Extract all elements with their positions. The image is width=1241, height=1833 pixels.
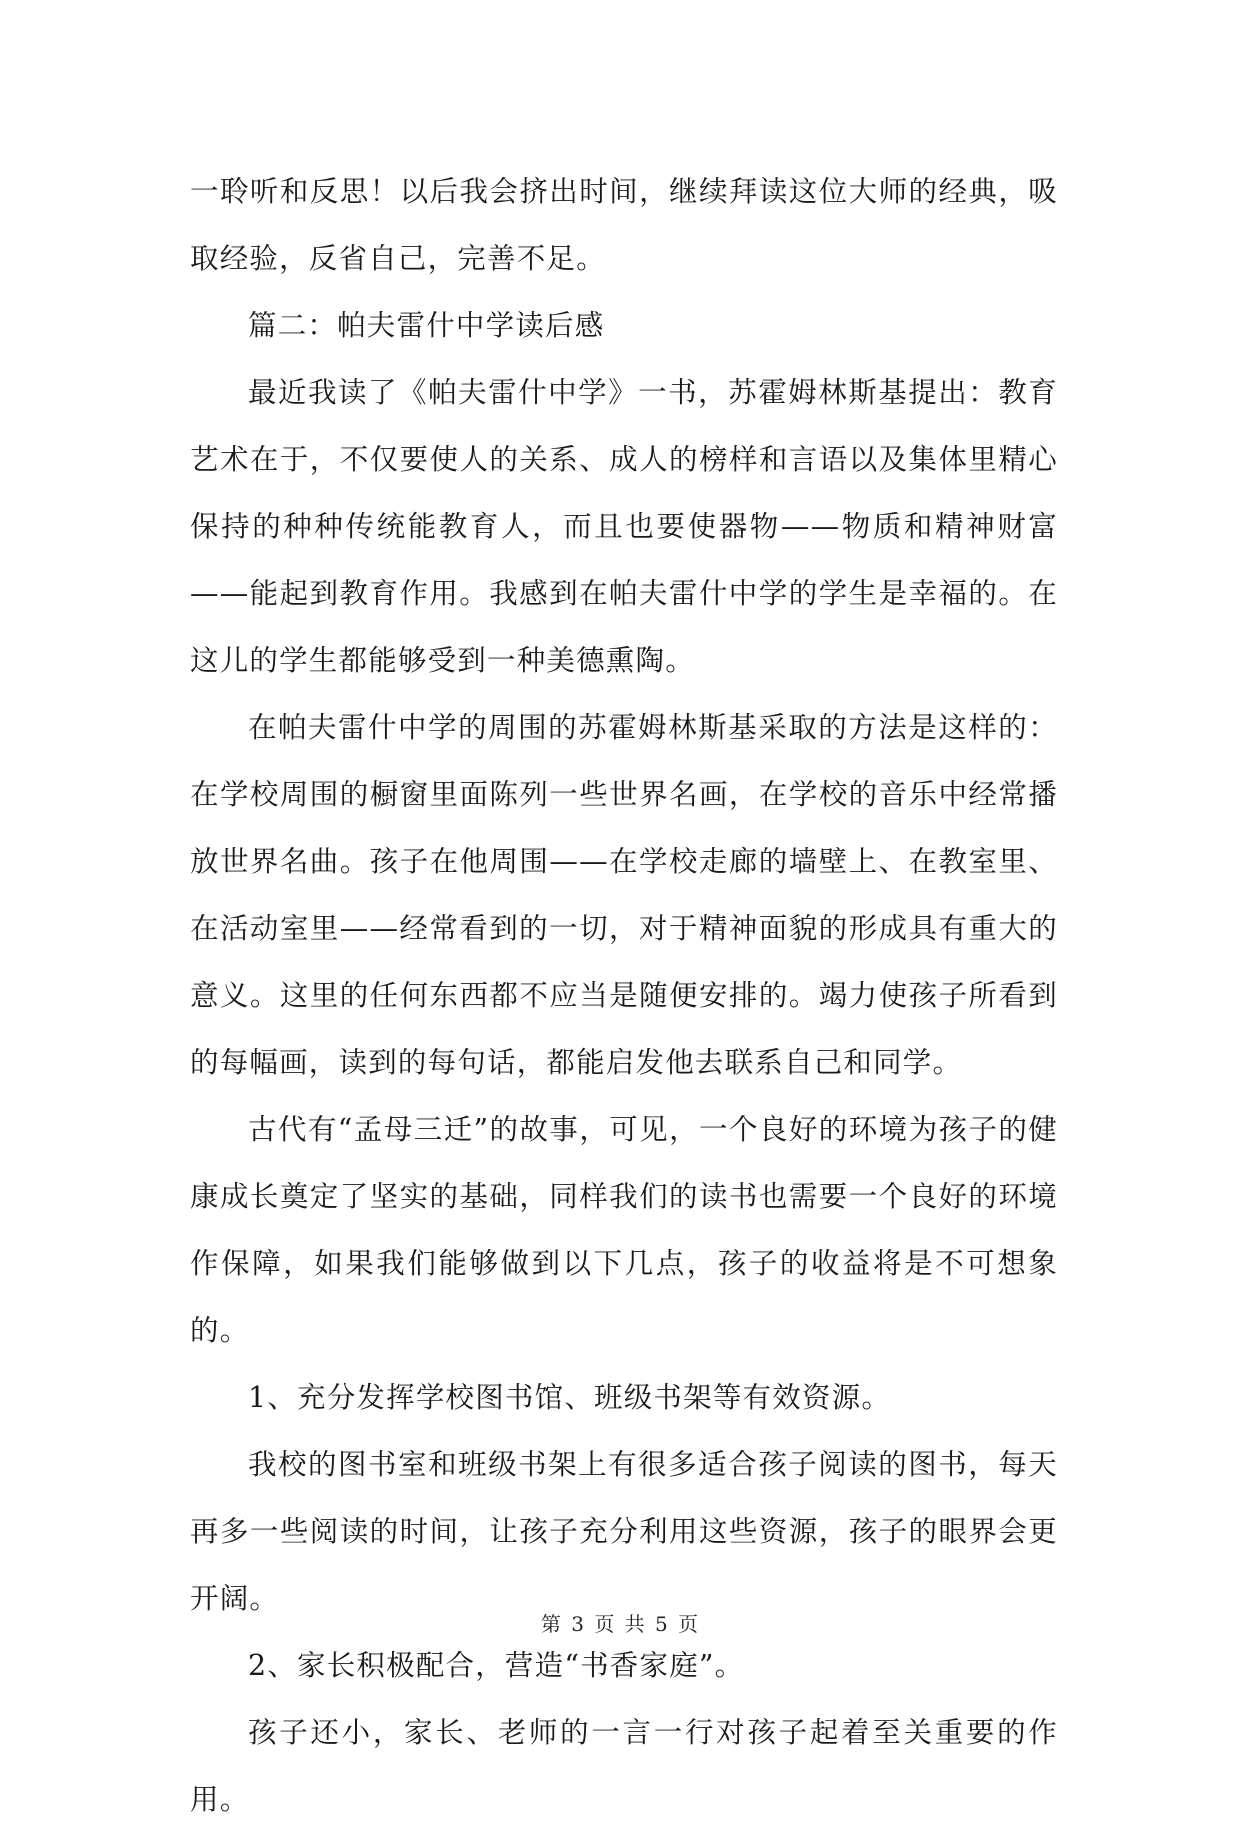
paragraph: 最近我读了《帕夫雷什中学》一书，苏霍姆林斯基提出：教育艺术在于，不仅要使人的关系、成人的榜样和言语以及集体里精心保持的种种传统能教育人，而且也要使器物——物质和精神财富——能起到教育作用。我感到在帕夫雷什中学的学生是幸福的。在这儿的学生都能够受到一种美德熏陶。 — [190, 376, 1058, 677]
paragraph: 一聆听和反思！以后我会挤出时间，继续拜读这位大师的经典，吸取经验，反省自己，完善不足。 — [190, 175, 1058, 275]
paragraph: 在帕夫雷什中学的周围的苏霍姆林斯基采取的方法是这样的：在学校周围的橱窗里面陈列一些世界名画，在学校的音乐中经常播放世界名曲。孩子在他周围——在学校走廊的墙壁上、在教室里、在活动室里——经常看到的一切，对于精神面貌的形成具有重大的意义。这里的任何东西都不应当是随便安排的。竭力使孩子所看到的每幅画，读到的每句话，都能启发他去联系自己和同学。 — [190, 711, 1058, 1079]
list-item-heading: 2、家长积极配合，营造“书香家庭”。 — [248, 1649, 745, 1682]
document-body — [190, 158, 1058, 1833]
page-number-footer: 第 3 页 共 5 页 — [540, 1612, 701, 1636]
paragraph: 孩子还小，家长、老师的一言一行对孩子起着至关重要的作用。 — [190, 1716, 1058, 1816]
paragraph: 我校的图书室和班级书架上有很多适合孩子阅读的图书，每天再多一些阅读的时间，让孩子充分利用这些资源，孩子的眼界会更开阔。 — [190, 1448, 1058, 1615]
list-item-heading: 1、充分发挥学校图书馆、班级书架等有效资源。 — [248, 1381, 892, 1414]
paragraph: 古代有“孟母三迁”的故事，可见，一个良好的环境为孩子的健康成长奠定了坚实的基础，同样我们的读书也需要一个良好的环境作保障，如果我们能够做到以下几点，孩子的收益将是不可想象的。 — [190, 1113, 1058, 1347]
section-heading: 篇二：帕夫雷什中学读后感 — [248, 309, 605, 342]
